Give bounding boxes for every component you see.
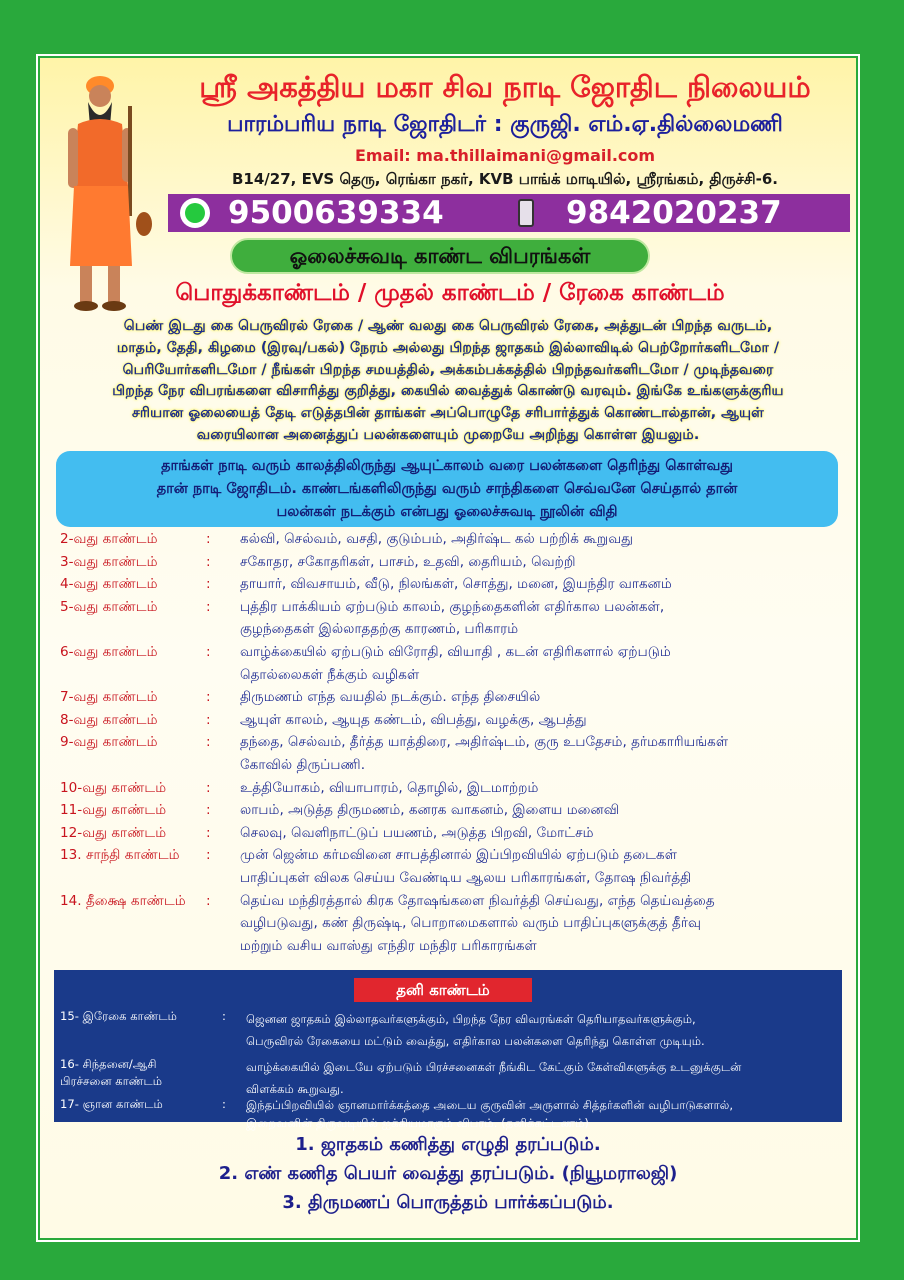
kandam-row [60,596,850,641]
mobile-phone-icon [518,199,534,227]
tani-row-name: 17- ஞான காண்டம் [60,1097,163,1111]
kandam-name: 13. சாந்தி காண்டம் [60,847,180,864]
intro-line: பிறந்த நேர விபரங்களை விசாரித்து குறித்து, கையில் வைத்துக் கொண்டு வரவும். இங்கே உங்களுக்குரிய [112,383,784,400]
kandam-name: 11-வது காண்டம் [60,802,167,819]
kandam-name: 14. தீக்ஷை காண்டம் [60,892,186,909]
kandam-separator: : [206,689,211,706]
tani-row-description: பெருவிரல் ரேகையை மட்டும் வைத்து, எதிர்கால பலன்களை தெரிந்து கொள்ள முடியும். [246,1034,705,1048]
kandam-separator: : [206,711,211,728]
whatsapp-icon [180,198,210,228]
kandam-description: குழந்தைகள் இல்லாததற்கு காரணம், பரிகாரம் [240,621,519,638]
kandam-separator: : [206,824,211,841]
kandam-description: முன் ஜென்ம கர்மவினை சாபத்தினால் இப்பிறவியில் ஏற்படும் தடைகள் [240,847,678,864]
tani-row-name-line: பிரச்சனை காண்டம் [60,1074,163,1088]
kandam-row [60,551,850,574]
kandam-row [60,799,850,822]
intro-paragraph [54,316,842,447]
kandam-description: வழிபடுவது, கண் திருஷ்டி, பொறாமைகளால் வரும் பாதிப்புகளுக்குத் தீர்வு [240,915,701,932]
kandam-description: தந்தை, செல்வம், தீர்த்த யாத்திரை, அதிர்ஷ்டம், குரு உபதேசம், தர்மகாரியங்கள் [240,734,729,751]
tani-row-name [60,1056,162,1090]
kandam-separator: : [206,779,211,796]
tani-row-description: வாழ்க்கையில் இடையே ஏற்படும் பிரச்சனைகள் நீங்கிட கேட்கும் கேள்விகளுக்கு உடனுக்குடன் [246,1060,742,1074]
tani-row-description: ஜெனன ஜாதகம் இல்லாதவர்களுக்கும், பிறந்த நேர விவரங்கள் தெரியாதவர்களுக்கும், [246,1012,696,1026]
kandam-row [60,641,850,686]
kandam-description: புத்திர பாக்கியம் ஏற்படும் காலம், குழந்தைகளின் எதிர்கால பலன்கள், [240,598,665,615]
tani-row-separator: : [222,1097,226,1111]
service-item: 2. எண் கணித பெயர் வைத்து தரப்படும். (நியூமராலஜி) [218,1163,678,1184]
kandam-name: 4-வது காண்டம் [60,576,158,593]
intro-line: சரியான ஓலையைத் தேடி எடுத்தபின் தாங்கள் அப்பொழுதே சரிபார்த்துக் கொண்டால்தான், ஆயுள் [132,405,764,422]
phone-number-primary[interactable]: 9500639334 [228,195,444,231]
tani-row-separator: : [222,1009,226,1023]
intro-line: பெரியோர்களிடமோ / நீங்கள் பிறந்த சமயத்தில், அக்கம்பக்கத்தில் பிறந்தவர்களிடமோ / முடிந்தவரை [122,361,774,378]
kandam-row [60,844,850,889]
kandam-name: 2-வது காண்டம் [60,531,158,547]
phone-number-secondary[interactable]: 9842020237 [566,195,782,231]
kandam-row [60,777,850,800]
tani-row-description: இந்தப்பிறவியில் ஞானமார்க்கத்தை அடைய குருவின் அருளால் சித்தர்களின் வழிபாடுகளால், [246,1098,733,1112]
intro-line: வரையிலான அனைத்துப் பலன்களையும் முறையே அறிந்து கொள்ள இயலும். [196,426,700,443]
kandam-description: லாபம், அடுத்த திருமணம், கனரக வாகனம், இளைய மனைவி [240,802,620,819]
kandam-separator: : [206,598,211,615]
kandam-separator: : [206,531,211,547]
kandam-separator: : [206,734,211,751]
kandam-row [60,528,850,551]
poster [40,58,856,1238]
tani-row-description: விளக்கம் கூறுவது. [246,1082,344,1096]
center-title: ஸ்ரீ அகத்திய மகா சிவ நாடி ஜோதிட நிலையம் [199,70,811,104]
kandam-description: செலவு, வெளிநாட்டுப் பயணம், அடுத்த பிறவி, மோட்சம் [240,824,594,841]
service-item: 3. திருமணப் பொருத்தம் பார்க்கப்படும். [282,1192,614,1213]
kandam-separator: : [206,576,211,593]
kandam-list [60,528,850,957]
sage-illustration [48,66,158,316]
tani-kandam-title: தனி காண்டம் [354,978,532,1002]
kandam-description: தொல்லைகள் நீக்கும் வழிகள் [240,666,420,683]
kandam-name: 3-வது காண்டம் [60,553,158,570]
kandam-name: 6-வது காண்டம் [60,643,158,660]
kandam-description: கோவில் திருப்பணி. [240,756,366,773]
kandam-separator: : [206,847,211,864]
kandam-description: மற்றும் வசிய வாஸ்து எந்திர மந்திர பரிகாரங்கள் [240,937,537,954]
tani-row-name-line: 16- சிந்தனை/ஆசி [60,1057,157,1071]
kandam-description: உத்தியோகம், வியாபாரம், தொழில், இடமாற்றம் [240,779,539,796]
kandam-description: சகோதர, சகோதரிகள், பாசம், உதவி, தைரியம், வெற்றி [240,553,576,570]
kandam-separator: : [206,802,211,819]
kandam-heading: பொதுக்காண்டம் / முதல் காண்டம் / ரேகை காண்டம் [175,280,725,306]
tani-row-description: இறைவனின் திருவடியில் ஐக்கியமாகும் விபரம். (தனிக்கட்டணம்) [246,1116,589,1130]
service-item: 1. ஜாதகம் கணித்து எழுதி தரப்படும். [295,1134,601,1155]
info-line: பலன்கள் நடக்கும் என்பது ஓலைச்சுவடி நூலின் விதி [276,504,618,520]
kandam-row [60,731,850,776]
kandam-row [60,709,850,732]
kandam-row [60,573,850,596]
services-list [40,1130,856,1217]
kandam-description: ஆயுள் காலம், ஆயுத கண்டம், விபத்து, வழக்கு, ஆபத்து [240,711,587,728]
kandam-description: திருமணம் எந்த வயதில் நடக்கும். எந்த திசையில் [240,689,541,706]
astrologer-name: பாரம்பரிய நாடி ஜோதிடர் : குருஜி. எம்.ஏ.தில்லைமணி [227,112,783,137]
kandam-name: 9-வது காண்டம் [60,734,158,751]
kandam-description: தெய்வ மந்திரத்தால் கிரக தோஷங்களை நிவர்த்தி செய்வது, எந்த தெய்வத்தை [240,892,715,909]
info-line: தான் நாடி ஜோதிடம். காண்டங்களிலிருந்து வரும் சாந்திகளை செவ்வனே செய்தால் தான் [156,481,738,497]
kandam-description: வாழ்க்கையில் ஏற்படும் விரோதி, வியாதி , கடன் எதிரிகளால் ஏற்படும் [240,643,671,660]
info-box [56,451,838,527]
tani-kandam-box [54,970,842,1130]
kandam-description: பாதிப்புகள் விலக செய்ய வேண்டிய ஆலய பரிகாரங்கள், தோஷ நிவர்த்தி [240,869,692,886]
olai-details-label: ஓலைச்சுவடி காண்ட விபரங்கள் [230,238,650,274]
kandam-name: 5-வது காண்டம் [60,598,158,615]
kandam-row [60,822,850,845]
intro-line: மாதம், தேதி, கிழமை (இரவு/பகல்) நேரம் அல்லது பிறந்த ஜாதகம் இல்லாவிடில் பெற்றோர்களிடமோ / [116,339,780,356]
kandam-name: 8-வது காண்டம் [60,711,158,728]
info-line: தாங்கள் நாடி வரும் காலத்திலிருந்து ஆயுட்காலம் வரை பலன்களை தெரிந்து கொள்வது [161,458,733,474]
phone-bar [168,194,850,232]
email-address[interactable]: Email: ma.thillaimani@gmail.com [354,146,656,165]
kandam-name: 10-வது காண்டம் [60,779,167,796]
kandam-row [60,890,850,958]
kandam-row [60,686,850,709]
kandam-name: 12-வது காண்டம் [60,824,167,841]
kandam-name: 7-வது காண்டம் [60,689,158,706]
kandam-description: தாயார், விவசாயம், வீடு, நிலங்கள், சொத்து, மனை, இயந்திர வாகனம் [240,576,672,593]
postal-address: B14/27, EVS தெரு, ரெங்கா நகர், KVB பாங்க் மாடியில், ஸ்ரீரங்கம், திருச்சி-6. [232,170,778,188]
kandam-description: கல்வி, செல்வம், வசதி, குடும்பம், அதிர்ஷ்ட கல் பற்றிக் கூறுவது [240,531,634,547]
kandam-separator: : [206,892,211,909]
intro-line: பெண் இடது கை பெருவிரல் ரேகை / ஆண் வலது கை பெருவிரல் ரேகை, அத்துடன் பிறந்த வருடம், [123,318,773,334]
kandam-separator: : [206,643,211,660]
tani-row-name: 15- இரேகை காண்டம் [60,1009,177,1023]
kandam-separator: : [206,553,211,570]
